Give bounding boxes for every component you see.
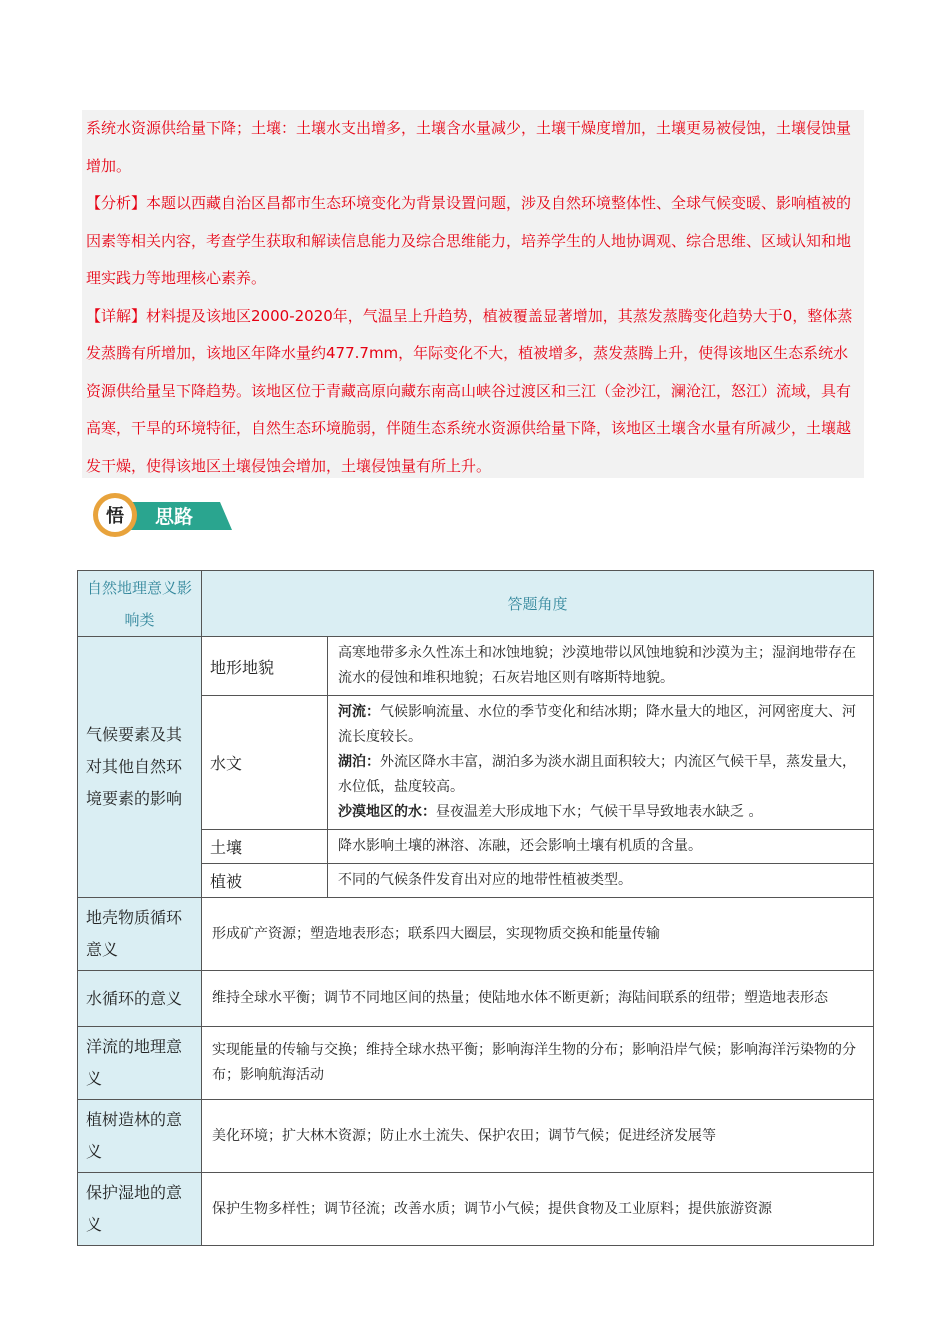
row-text: 保护生物多样性；调节径流；改善水质；调节小气候；提供食物及工业原料；提供旅游资源 bbox=[202, 1173, 874, 1246]
lake-text: 外流区降水丰富，湖泊多为淡水湖且面积较大；内流区气候干旱，蒸发量大，水位低，盐度较高。 bbox=[338, 754, 856, 795]
header-right: 答题角度 bbox=[202, 571, 874, 637]
analysis-paragraph bbox=[86, 185, 860, 298]
landform-text: 高寒地带多永久性冻土和冰蚀地貌；沙漠地带以风蚀地貌和沙漠为主；湿润地带存在流水的侵蚀和堆积地貌；石灰岩地区则有喀斯特地貌。 bbox=[328, 637, 874, 696]
badge-label: 思路 bbox=[154, 506, 194, 528]
detail-tag: 【详解】 bbox=[86, 306, 147, 325]
analysis-text: 本题以西藏自治区昌都市生态环境变化为背景设置问题，涉及自然环境整体性、全球气候变暖、影响植被的因素等相关内容，考查学生获取和解读信息能力及综合思维能力，培养学生的人地协调观、综合思维、区域认知和地理实践力等地理核心素养。 bbox=[86, 194, 852, 287]
row-text: 维持全球水平衡；调节不同地区间的热量；使陆地水体不断更新；海陆间联系的纽带；塑造地表形态 bbox=[202, 971, 874, 1027]
soil-label: 土壤 bbox=[202, 830, 328, 864]
row-category: 水循环的意义 bbox=[78, 971, 202, 1027]
badge-graphic bbox=[92, 492, 232, 538]
analysis-tag: 【分析】 bbox=[86, 194, 147, 212]
table-row bbox=[78, 971, 874, 1027]
detail-paragraph bbox=[86, 298, 860, 486]
table-row bbox=[78, 637, 874, 696]
table-row bbox=[78, 1100, 874, 1173]
desert-tag: 沙漠地区的水： bbox=[338, 804, 436, 820]
climate-category: 气候要素及其对其他自然环境要素的影响 bbox=[78, 637, 202, 898]
row-text: 形成矿产资源；塑造地表形态；联系四大圈层，实现物质交换和能量传输 bbox=[202, 898, 874, 971]
landform-label: 地形地貌 bbox=[202, 637, 328, 696]
header-left: 自然地理意义影响类 bbox=[78, 571, 202, 637]
river-tag: 河流： bbox=[338, 704, 380, 720]
veg-label: 植被 bbox=[202, 864, 328, 898]
river-text: 气候影响流量、水位的季节变化和结冰期；降水量大的地区，河网密度大、河流长度较长。 bbox=[338, 704, 856, 745]
explanation-block bbox=[82, 110, 864, 478]
row-category: 洋流的地理意义 bbox=[78, 1027, 202, 1100]
detail-text: 材料提及该地区2000-2020年，气温呈上升趋势，植被覆盖显著增加，其蒸发蒸腾变化趋势大于0，整体蒸发蒸腾有所增加，该地区年降水量约477.7mm，年际变化不大，植被增多，蒸发蒸腾上升，使得该地区生态系统水资源供给量呈下降趋势。该地区位于青藏高原向藏东南高山峡谷过渡区和三江（金沙江，澜沧江，怒江）流域，具有高寒，干旱的环境特征，自然生态环境脆弱，伴随生态系统水资源供给量下降，该地区土壤含水量有所减少，土壤越发干燥，使得该地区土壤侵蚀会增加，土壤侵蚀量有所上升。 bbox=[86, 306, 853, 475]
soil-text: 降水影响土壤的淋溶、冻融，还会影响土壤有机质的含量。 bbox=[328, 830, 874, 864]
row-text: 实现能量的传输与交换；维持全球水热平衡；影响海洋生物的分布；影响沿岸气候；影响海洋污染物的分布；影响航海活动 bbox=[202, 1027, 874, 1100]
row-text: 美化环境；扩大林木资源；防止水土流失、保护农田；调节气候；促进经济发展等 bbox=[202, 1100, 874, 1173]
badge-icon-char: 悟 bbox=[106, 506, 124, 527]
desert-text: 昼夜温差大形成地下水；气候干旱导致地表水缺乏 。 bbox=[436, 804, 763, 820]
row-category: 植树造林的意义 bbox=[78, 1100, 202, 1173]
lake-tag: 湖泊： bbox=[338, 754, 380, 770]
table-row bbox=[78, 898, 874, 971]
row-category: 地壳物质循环意义 bbox=[78, 898, 202, 971]
table-header-row bbox=[78, 571, 874, 637]
veg-text: 不同的气候条件发育出对应的地带性植被类型。 bbox=[328, 864, 874, 898]
guide-table bbox=[77, 570, 874, 1246]
hydro-label: 水文 bbox=[202, 696, 328, 830]
explanation-line0: 系统水资源供给量下降；土壤：土壤水支出增多，土壤含水量减少，土壤干燥度增加，土壤更易被侵蚀，土壤侵蚀量增加。 bbox=[86, 119, 852, 175]
table-row bbox=[78, 1173, 874, 1246]
hydro-text bbox=[328, 696, 874, 830]
table-row bbox=[78, 1027, 874, 1100]
thinking-badge bbox=[92, 492, 232, 538]
row-category: 保护湿地的意义 bbox=[78, 1173, 202, 1246]
